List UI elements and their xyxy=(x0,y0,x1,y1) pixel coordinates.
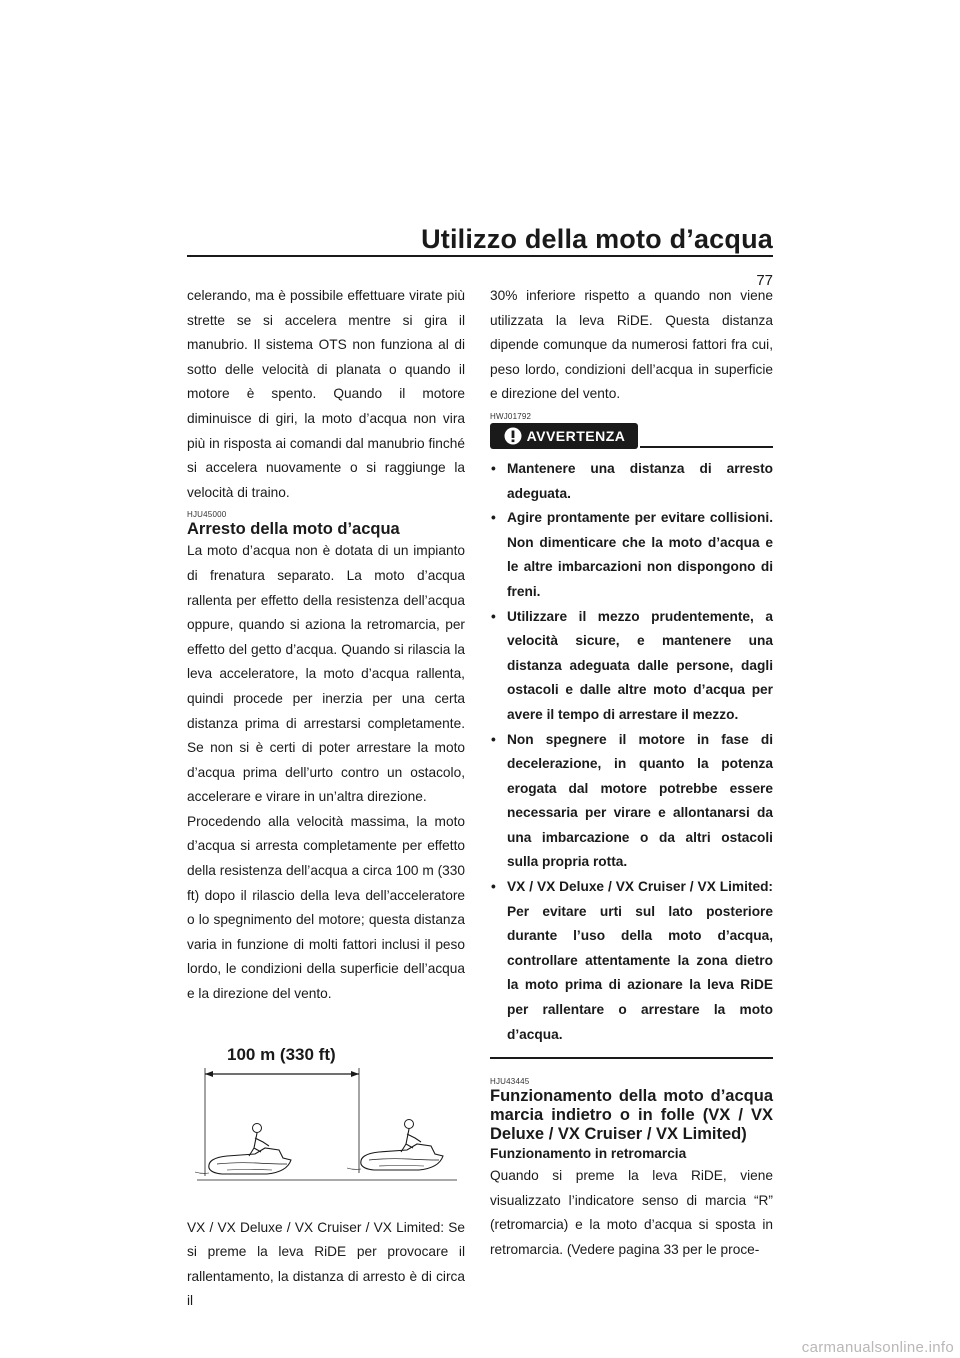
distance-label: 100 m (330 ft) xyxy=(227,1044,336,1064)
stopping-distance-figure xyxy=(187,1043,465,1198)
paragraph: Procedendo alla velocità massima, la moto d’acqua si arresta completamente per effetto della resistenza dell’acqua a circa 100 m (330 ft) dopo il rilascio della leva dell’acceleratore o lo spegnimento del motore; questa distanza varia in funzione di molti fattori inclusi il peso lordo, le condizioni della superficie dell’acqua e la direzione del vento. xyxy=(187,813,465,1002)
paragraph: 30% inferiore rispetto a quando non viene utilizzata la leva RiDE. Questa distanza dipende comunque da numerosi fattori fra cui, peso lordo, condizioni dell’acqua in superficie e direzione del vento. xyxy=(490,288,773,402)
left-column xyxy=(187,284,465,1314)
warning-label: AVVERTENZA xyxy=(526,427,626,444)
warning-icon xyxy=(503,427,523,445)
warning-item: • VX / VX Deluxe / VX Cruiser / VX Limited: Per evitare urti sul lato posteriore durante l’uso della moto d’acqua, controllare attentamente la zona dietro la moto prima di azionare la leva RiDE per rallentare o arrestare la moto d’acqua. xyxy=(490,875,773,1047)
warning-item: • Mantenere una distanza di arresto adeguata. xyxy=(490,457,773,506)
warning-header xyxy=(490,423,773,453)
watermark: carmanualsonline.info xyxy=(801,1339,954,1356)
section-heading: Arresto della moto d’acqua xyxy=(187,520,400,539)
paragraph: VX / VX Deluxe / VX Cruiser / VX Limited: Se si preme la leva RiDE per provocare il rallentamento, la distanza di arresto è di circa il xyxy=(187,1219,465,1309)
paragraph: La moto d’acqua non è dotata di un impianto di frenatura separato. La moto d’acqua rallenta per effetto della resistenza dell’acqua oppure, quando si aziona la retromarcia, per effetto del getto d’acqua. Quando si rilascia la leva acceleratore, la moto d’acqua rallenta, quindi procede per inerzia per una certa distanza prima di arrestarsi completamente. Se non si è certi di poter arrestare la moto d’acqua prima dell’urto contro un ostacolo, accelerare e virare in un’altra direzione. xyxy=(187,543,465,805)
header-rule xyxy=(187,255,773,257)
page-title: Utilizzo della moto d’acqua xyxy=(421,224,773,254)
warning-rule xyxy=(640,446,773,448)
warning-item: • Utilizzare il mezzo prudentemente, a velocità sicure, e mantenere una distanza adeguata dalle persone, dagli ostacoli e dalle altre moto d’acqua per avere il tempo di arrestare il mezzo. xyxy=(490,605,773,728)
warning-code: HWJ01792 xyxy=(490,411,532,421)
warning-list xyxy=(490,457,773,1047)
paragraph: celerando, ma è possibile effettuare virate più strette se si accelera mentre si gira il manubrio. Il sistema OTS non funziona al di sotto delle velocità di planata o quando il motore è spento. Quando il motore diminuisce di giri, la moto d’acqua non vira più in risposta ai comandi dal manubrio finché si accelera nuovamente o si raggiunge la velocità di traino. xyxy=(187,288,465,500)
warning-end-rule xyxy=(490,1057,773,1059)
warning-item: • Agire prontamente per evitare collisioni. Non dimenticare che la moto d’acqua e le altre imbarcazioni non dispongono di freni. xyxy=(490,506,773,604)
watercraft-illustration xyxy=(187,1068,465,1198)
section-code: HJU45000 xyxy=(187,510,227,520)
section-heading: Funzionamento della moto d’acqua marcia indietro o in folle (VX / VX Deluxe / VX Cruiser / VX Limited) xyxy=(490,1087,773,1144)
warning-badge xyxy=(490,423,638,449)
section-code: HJU43445 xyxy=(490,1077,530,1087)
right-column xyxy=(490,284,773,1263)
paragraph: Quando si preme la leva RiDE, viene visualizzato l’indicatore senso di marcia “R” (retromarcia) e la moto d’acqua si sposta in retromarcia. (Vedere pagina 33 per le proce- xyxy=(490,1168,773,1257)
warning-item: • Non spegnere il motore in fase di decelerazione, in quanto la potenza erogata dal motore potrebbe essere necessaria per virare e allontanarsi da una imbarcazione o da altri ostacoli sulla propria rotta. xyxy=(490,728,773,876)
subsection-heading: Funzionamento in retromarcia xyxy=(490,1146,687,1162)
page-number: 77 xyxy=(756,272,773,289)
